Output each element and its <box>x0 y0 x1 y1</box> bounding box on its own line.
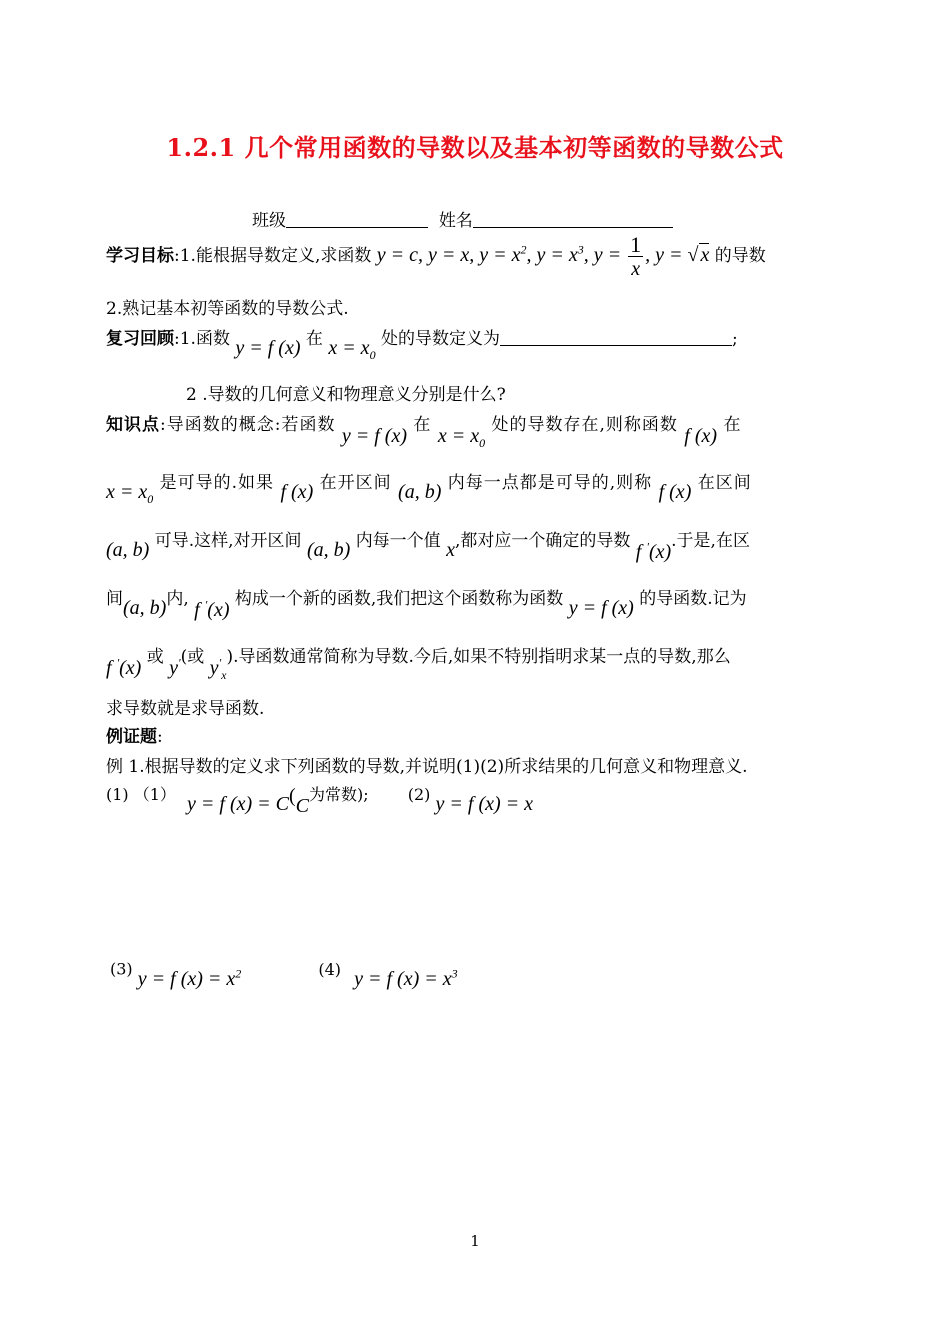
name-label: 姓名 <box>438 211 473 231</box>
paren-open: ( <box>289 785 296 807</box>
formula-yfx-3: y = f (x) <box>568 597 634 619</box>
knowledge-l2a: 是可导的.如果 <box>159 473 275 493</box>
knowledge-l1b: 在 <box>413 415 432 435</box>
knowledge-line-3 <box>106 526 750 563</box>
class-blank <box>286 211 428 228</box>
knowledge-l4a: 间 <box>106 589 123 609</box>
formula-yprime: y' <box>169 655 181 679</box>
knowledge-l1d: 在 <box>723 415 742 435</box>
examples-label: 例证题 <box>106 727 157 747</box>
formula-x0: $x = x_0$ <box>437 425 486 450</box>
knowledge-l1a: :导函数的概念:若函数 <box>160 415 336 435</box>
knowledge-line-1 <box>106 410 742 450</box>
formula-fprime-x: f '(x) <box>635 539 672 563</box>
knowledge-l2b: 在开区间 <box>319 473 392 493</box>
formula-fprime-x-3: f '(x) <box>106 655 142 679</box>
knowledge-line-6: 求导数就是求导函数. <box>106 699 265 719</box>
examples-heading <box>106 722 163 747</box>
objectives-line-2: 2.熟记基本初等函数的导数公式. <box>106 299 349 319</box>
part-1-note: 为常数); <box>309 785 369 804</box>
example-1-parts-1-2 <box>106 782 534 817</box>
page-number: 1 <box>470 1232 480 1250</box>
part-2-label: (2) <box>407 785 431 804</box>
formula-fprime-x-2: f '(x) <box>194 597 230 621</box>
formula-part-1: y = f (x) = C <box>187 793 289 815</box>
formula-interval-ab-3: (a, b) <box>306 539 351 561</box>
page-title: 1.2.1 几个常用函数的导数以及基本初等函数的导数公式 <box>166 133 784 162</box>
formula-function-list: y = c, y = x, $y = x^2$, $y = x^3$, y = $\frac{1}{x}$ , y = √ x <box>376 232 710 280</box>
review-blank <box>500 329 732 346</box>
objectives-suffix: 的导数 <box>714 246 766 267</box>
knowledge-l5a: 或 <box>146 647 164 667</box>
formula-fx-3: f (x) <box>658 481 692 503</box>
review-q1-mid1: 在 <box>305 329 323 349</box>
knowledge-l3a: 可导.这样,对开区间 <box>154 531 302 551</box>
review-q1-end: ; <box>731 329 738 349</box>
review-q1-text: :1.函数 <box>174 329 230 349</box>
knowledge-l4d: 的导函数.记为 <box>639 589 747 609</box>
review-label: 复习回顾 <box>106 329 174 349</box>
knowledge-l4c: 构成一个新的函数,我们把这个函数称为函数 <box>234 589 564 609</box>
review-q1-mid2: 处的导数定义为 <box>380 329 500 349</box>
knowledge-l4b: 内, <box>166 589 189 609</box>
objectives-label: 学习目标 <box>106 246 174 267</box>
review-line-2: 2 .导数的几何意义和物理意义分别是什么? <box>186 385 506 405</box>
formula-part-3: y = f $(x) = x^2$ <box>137 966 242 990</box>
knowledge-line-2 <box>106 468 752 506</box>
formula-x: x <box>446 539 455 561</box>
knowledge-l2c: 内每一点都是可导的,则称 <box>447 473 653 493</box>
class-label: 班级 <box>252 211 286 231</box>
header-fields <box>252 206 673 231</box>
formula-part-4: y = f $(x) = x^3$ <box>354 966 458 990</box>
review-line-1 <box>106 324 738 362</box>
knowledge-line-4 <box>106 584 747 621</box>
formula-x-eq-x0: $x = x_0$ <box>328 337 376 362</box>
example-1-parts-3-4 <box>110 956 458 990</box>
part-1-label: (1) （1） <box>106 785 176 804</box>
formula-interval-ab-4: (a, b) <box>123 597 167 619</box>
knowledge-label: 知识点 <box>106 415 160 435</box>
formula-x0-2: $x = x_0$ <box>106 481 154 506</box>
formula-yfx: y = f (x) <box>235 337 301 359</box>
objectives-line-1 <box>106 234 766 279</box>
knowledge-l2d: 在区间 <box>697 473 752 493</box>
knowledge-l3d: .于是,在区 <box>671 531 750 551</box>
knowledge-line-5 <box>106 642 731 682</box>
examples-colon: : <box>157 727 163 747</box>
formula-interval-ab-2: (a, b) <box>106 539 150 561</box>
formula-fx-2: f (x) <box>280 481 314 503</box>
objectives-text: :1.能根据导数定义,求函数 <box>174 246 372 267</box>
knowledge-l3b: 内每一个值 <box>355 531 441 551</box>
formula-interval-ab: (a, b) <box>398 481 442 503</box>
formula-part-2: y = f (x) = x <box>435 793 534 815</box>
name-blank <box>473 211 673 228</box>
knowledge-l3c: ,都对应一个确定的导数 <box>454 531 631 551</box>
knowledge-l1c: 处的导数存在,则称函数 <box>491 415 678 435</box>
example-1-text: 例 1.根据导数的定义求下列函数的导数,并说明(1)(2)所求结果的几何意义和物理意义. <box>106 757 748 777</box>
part-3-label: (3) <box>110 959 133 979</box>
formula-yfx-2: y = f (x) <box>341 425 408 447</box>
formula-c: C <box>295 795 310 817</box>
knowledge-l5c: ).导函数通常简称为导数.今后,如果不特别指明求某一点的导数,那么 <box>226 647 731 667</box>
knowledge-l5b: (或 <box>180 647 205 667</box>
part-4-label: (4) <box>318 959 342 979</box>
formula-fx: f (x) <box>684 425 718 447</box>
formula-yprime-x: $y'_x$ <box>209 655 227 682</box>
